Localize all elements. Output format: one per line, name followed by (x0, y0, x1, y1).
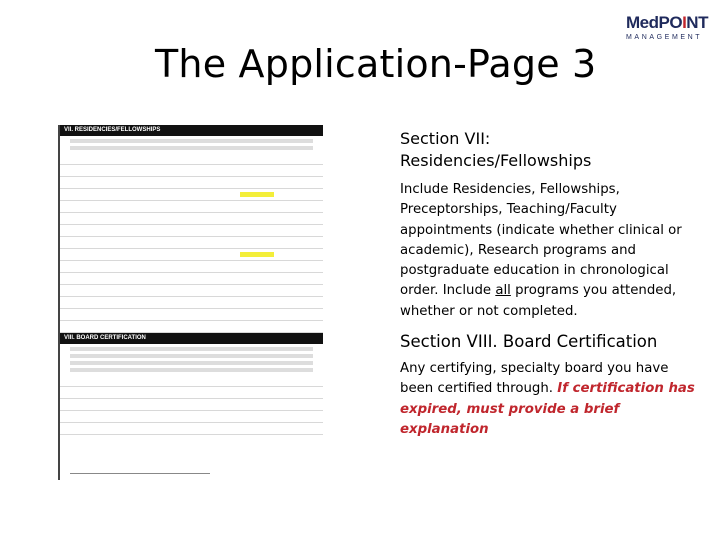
doc-text-line (70, 354, 313, 358)
slide-body (400, 128, 700, 440)
logo-point-post: NT (686, 13, 708, 32)
doc-form-row (60, 237, 323, 249)
medpoint-logo (626, 14, 716, 50)
doc-highlight (240, 252, 274, 257)
doc-form-row (60, 399, 323, 411)
doc-form-row (60, 297, 323, 309)
doc-text-line (70, 347, 313, 351)
section7-heading-line1: Section VII: (400, 129, 491, 148)
doc-form-row (60, 153, 323, 165)
doc-form-row (60, 273, 323, 285)
doc-form-row (60, 249, 323, 261)
doc-form-row (60, 375, 323, 387)
logo-subtitle: MANAGEMENT (626, 34, 703, 41)
doc-form-row (60, 165, 323, 177)
slide-title: The Application-Page 3 (155, 42, 597, 86)
logo-point-pre: PO (658, 13, 683, 32)
doc-highlight (240, 192, 274, 197)
doc-text-line (70, 139, 313, 143)
section7-text-after: programs you attended, whether or not completed. (400, 283, 677, 319)
doc-header-board: VIII. BOARD CERTIFICATION (60, 333, 323, 344)
doc-form-row (60, 285, 323, 297)
doc-form-row (60, 309, 323, 321)
doc-form-row (60, 261, 323, 273)
section8-text: Any certifying, specialty board you have been certified through. (400, 361, 669, 397)
section8-heading: Section VIII. Board Certification (400, 332, 658, 352)
doc-form-row (60, 411, 323, 423)
doc-form-row (60, 321, 323, 333)
doc-form-row (60, 225, 323, 237)
application-page-thumbnail (58, 125, 323, 480)
doc-form-row (60, 423, 323, 435)
section7-heading (400, 128, 700, 172)
doc-form-row (60, 177, 323, 189)
section7-description (400, 180, 700, 322)
section7-heading-line2: Residencies/Fellowships (400, 151, 592, 170)
section8-warning: If certification has expired, must provide a brief explanation (400, 381, 695, 437)
logo-med: Med (626, 13, 659, 32)
section7-text-before: Include Residencies, Fellowships, Preceptorships, Teaching/Faculty appointments (indicate whether clinical or academic), Research programs and postgraduate education in chronological order. Include (400, 182, 682, 299)
section8-description (400, 359, 700, 440)
doc-form-row (60, 213, 323, 225)
logo-brand (626, 14, 716, 32)
doc-header-residencies: VII. RESIDENCIES/FELLOWSHIPS (60, 125, 323, 136)
doc-form-row (60, 387, 323, 399)
doc-signature-line (70, 473, 210, 474)
doc-text-line (70, 361, 313, 365)
doc-text-line (70, 146, 313, 150)
section7-text-all: all (495, 283, 511, 299)
logo-point-i: I (682, 13, 687, 32)
doc-form-row (60, 201, 323, 213)
doc-form-row (60, 189, 323, 201)
doc-text-line (70, 368, 313, 372)
logo-point (659, 13, 708, 32)
